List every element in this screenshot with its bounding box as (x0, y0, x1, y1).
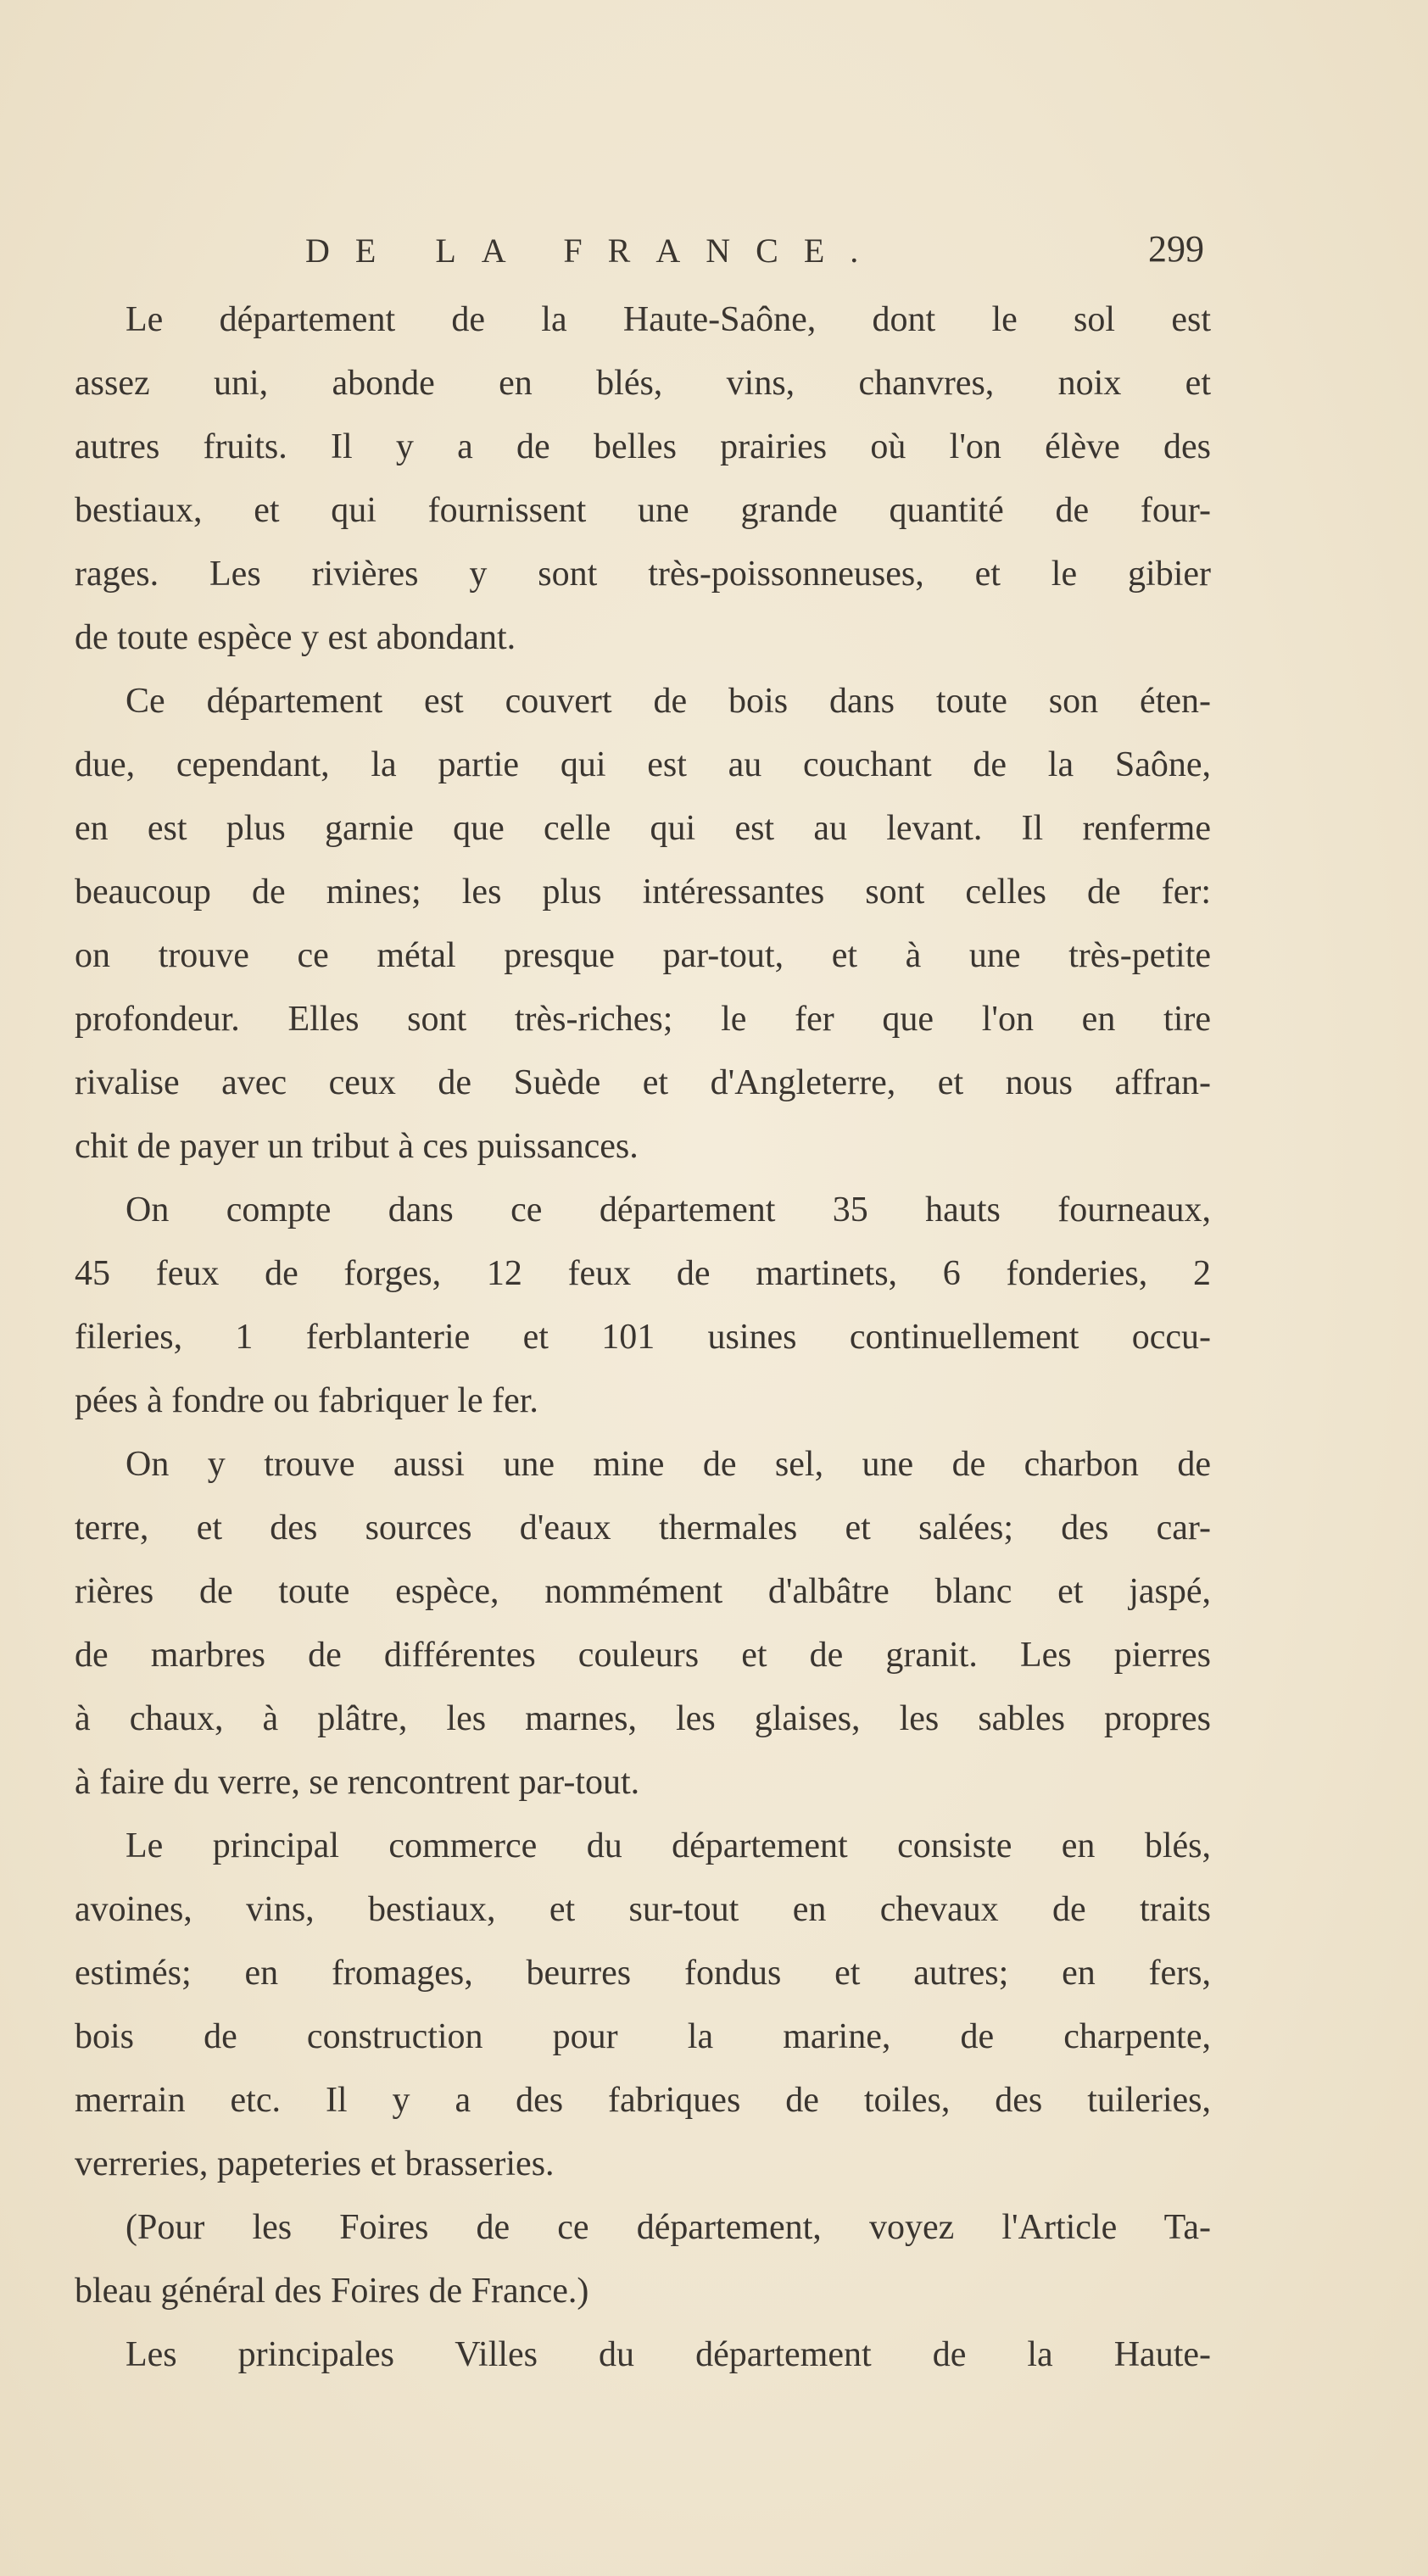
text-line: chit de payer un tribut à ces puissances. (75, 1127, 639, 1166)
text-line: fileries, 1 ferblanterie et 101 usines continuellement occu- (75, 1318, 1211, 1357)
text-line: estimés; en fromages, beurres fondus et autres; en fers, (75, 1954, 1211, 1993)
text-line: merrain etc. Il y a des fabriques de toiles, des tuileries, (75, 2081, 1211, 2120)
text-line: rières de toute espèce, nommément d'albâtre blanc et jaspé, (75, 1572, 1211, 1611)
text-line: On y trouve aussi une mine de sel, une de charbon de (126, 1445, 1211, 1484)
text-line: Le principal commerce du département consiste en blés, (126, 1826, 1211, 1865)
running-head: DE LA FRANCE. (305, 231, 884, 270)
body-text (75, 288, 1211, 2387)
text-line: avoines, vins, bestiaux, et sur-tout en chevaux de traits (75, 1890, 1211, 1929)
text-line: de marbres de différentes couleurs et de granit. Les pierres (75, 1636, 1211, 1675)
text-line: On compte dans ce département 35 hauts fourneaux, (126, 1190, 1211, 1229)
text-line: 45 feux de forges, 12 feux de martinets, 6 fonderies, 2 (75, 1254, 1211, 1293)
page-header (305, 228, 1204, 282)
text-line: verreries, papeteries et brasseries. (75, 2144, 555, 2183)
text-line: rages. Les rivières y sont très-poissonneuses, et le gibier (75, 555, 1211, 594)
text-line: profondeur. Elles sont très-riches; le fer que l'on en tire (75, 1000, 1211, 1039)
text-line: beaucoup de mines; les plus intéressantes sont celles de fer: (75, 873, 1211, 912)
text-line: terre, et des sources d'eaux thermales et salées; des car- (75, 1508, 1211, 1547)
text-line: à chaux, à plâtre, les marnes, les glaises, les sables propres (75, 1699, 1211, 1738)
text-line: en est plus garnie que celle qui est au levant. Il renferme (75, 809, 1211, 848)
text-line: Le département de la Haute-Saône, dont le sol est (126, 300, 1211, 339)
text-line: due, cependant, la partie qui est au couchant de la Saône, (75, 745, 1211, 784)
page-number: 299 (1148, 228, 1204, 270)
text-line: de toute espèce y est abondant. (75, 618, 516, 657)
text-line: pées à fondre ou fabriquer le fer. (75, 1381, 538, 1420)
text-line: Ce département est couvert de bois dans toute son éten- (126, 682, 1211, 721)
text-line: à faire du verre, se rencontrent par-tout. (75, 1763, 640, 1802)
text-line: bois de construction pour la marine, de charpente, (75, 2017, 1211, 2056)
text-line: rivalise avec ceux de Suède et d'Angleterre, et nous affran- (75, 1063, 1211, 1102)
text-line: Les principales Villes du département de la Haute- (126, 2335, 1211, 2374)
text-line: bestiaux, et qui fournissent une grande quantité de four- (75, 491, 1211, 530)
text-line: on trouve ce métal presque par-tout, et à une très-petite (75, 936, 1211, 975)
text-line: assez uni, abonde en blés, vins, chanvres, noix et (75, 364, 1211, 403)
text-line: (Pour les Foires de ce département, voyez l'Article Ta- (126, 2208, 1211, 2247)
text-line: bleau général des Foires de France.) (75, 2272, 589, 2311)
text-line: autres fruits. Il y a de belles prairies où l'on élève des (75, 427, 1211, 466)
